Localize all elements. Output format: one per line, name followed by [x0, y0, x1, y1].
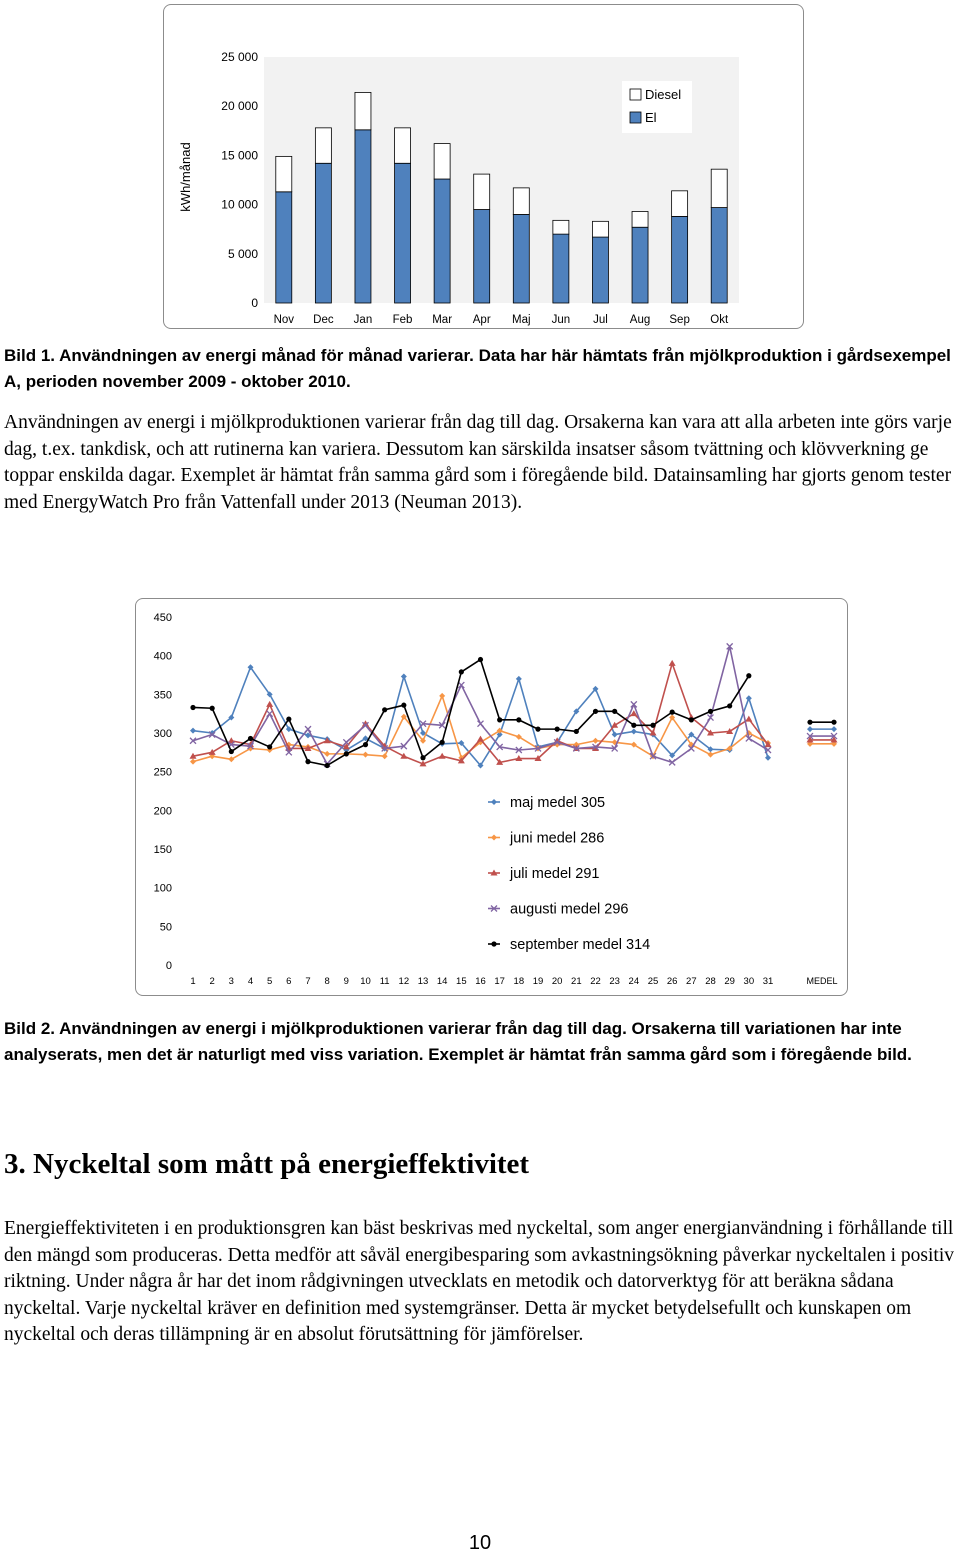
bar-el-aug — [632, 227, 648, 303]
data-point — [382, 707, 387, 712]
series-line-2 — [193, 663, 768, 764]
x-tick-label: 26 — [666, 976, 678, 987]
bar-diesel-jul — [592, 221, 608, 237]
figure2-caption: Bild 2. Användningen av energi i mjölkproduktionen varierar från dag till dag. Orsakerna till variationen har inte analyserats, men det är naturligt med viss variation. Exemplet är hämtat från samma gård som i föregående bild. — [4, 1019, 912, 1064]
data-point — [746, 673, 751, 678]
data-point — [267, 744, 272, 749]
data-point — [209, 749, 216, 755]
data-point — [516, 717, 521, 722]
y-tick-label: 5 000 — [227, 246, 258, 261]
page-number: 10 — [468, 1532, 492, 1554]
medel-point — [807, 720, 812, 725]
medel-point — [831, 726, 837, 732]
bar-diesel-jun — [553, 220, 569, 234]
data-point — [478, 721, 484, 727]
data-point — [631, 728, 637, 734]
data-point — [286, 726, 292, 732]
x-tick-label: 10 — [360, 976, 371, 987]
x-tick-label: Mar — [432, 314, 453, 326]
bar-el-nov — [276, 192, 292, 303]
x-tick-label: 16 — [475, 976, 486, 987]
bar-diesel-dec — [315, 128, 331, 163]
data-point — [401, 703, 406, 708]
x-tick-label: 13 — [417, 976, 429, 987]
x-tick-label: Apr — [472, 314, 491, 326]
figure1-caption: Bild 1. Användningen av energi månad för månad varierar. Data har här hämtats från mjölkproduktion i gårdsexempel A, perioden november 2009 - oktober 2010. — [4, 346, 951, 391]
section-paragraph: Energieffektiviteten i en produktionsgren kan bäst beskrivas med nyckeltal, som anger energianvändning i förhållande till den mängd som produceras. Detta medför att såväl energibesparing som avkastningsökning påverkar nyckeltalen i positiv riktning. Under några år har det inom rådgivningen utvecklats en metodik och datorverktyg för att beräkna sådana nyckeltal. Varje nyckeltal kräver en definition med systemgränser. Detta är mycket betydelsefullt och kunskapen om nyckeltal och deras tillämpning är en absolut förutsättning för jämförelser. — [4, 1218, 955, 1345]
data-point — [765, 755, 771, 761]
y-tick-label: 20 000 — [221, 99, 258, 114]
bar-diesel-jan — [355, 92, 371, 129]
x-tick-label: Feb — [392, 314, 413, 326]
bar-diesel-aug — [632, 211, 648, 227]
x-tick-label: MEDEL — [806, 976, 838, 986]
legend-label-el: El — [645, 110, 657, 125]
data-point — [650, 723, 655, 728]
data-point — [344, 751, 349, 756]
data-point — [382, 753, 388, 759]
data-point — [611, 722, 618, 728]
bar-diesel-apr — [474, 174, 490, 209]
x-tick-label: 6 — [286, 976, 292, 987]
legend-label-4: september medel 314 — [510, 937, 651, 953]
bar-diesel-okt — [711, 169, 727, 207]
legend-label-2: juli medel 291 — [510, 866, 600, 882]
data-point — [689, 717, 694, 722]
legend-swatch-el — [630, 112, 641, 123]
x-tick-label: Nov — [273, 314, 295, 326]
data-point — [727, 703, 732, 708]
bar-el-sep — [672, 216, 688, 303]
legend-label-diesel: Diesel — [645, 87, 682, 102]
x-tick-label: 17 — [494, 976, 505, 987]
medel-point — [807, 726, 813, 732]
bar-diesel-sep — [672, 191, 688, 217]
y-tick-label: 10 000 — [221, 197, 258, 212]
x-tick-label: 12 — [398, 976, 410, 987]
data-point — [574, 729, 579, 734]
bar-diesel-feb — [395, 128, 411, 163]
data-point — [401, 674, 407, 680]
legend-marker-1 — [491, 835, 497, 841]
y-tick-label: 15 000 — [221, 148, 258, 163]
x-tick-label: 28 — [705, 976, 716, 987]
paragraph-daily-variation: Användningen av energi i mjölkproduktionen varierar från dag till dag. Orsakerna kan vara att alla arbeten inte görs varje dag, t.ex. tankdisk, och att rutinerna kan variera. Dessutom kan särskilda insatser såsom tvättning och klövverkning ge toppar enskilda dagar. Exemplet är hämtat från samma gård som i föregående bild. Datainsamling har gjorts genom tester med EnergyWatch Pro från Vattenfall under 2013 (Neuman 2013). — [4, 412, 952, 513]
x-tick-label: 23 — [609, 976, 620, 987]
data-point — [459, 669, 464, 674]
data-point — [555, 727, 560, 732]
x-tick-label: 1 — [190, 976, 196, 987]
x-tick-label: Jul — [593, 314, 608, 326]
data-point — [746, 695, 752, 701]
x-tick-label: 18 — [513, 976, 525, 987]
bar-el-maj — [513, 214, 529, 303]
y-tick-label: 50 — [159, 921, 172, 934]
data-point — [516, 676, 522, 682]
bar-el-apr — [474, 210, 490, 303]
data-point — [478, 657, 483, 662]
data-point — [708, 752, 714, 758]
monthly-energy-chart — [163, 4, 804, 329]
x-tick-label: 30 — [743, 976, 755, 987]
bar-diesel-maj — [513, 188, 529, 215]
series-line-3 — [193, 646, 768, 764]
data-point — [458, 682, 464, 688]
x-tick-label: 2 — [209, 976, 215, 987]
data-point — [670, 710, 675, 715]
x-tick-label: 31 — [762, 976, 774, 987]
data-point — [363, 742, 368, 747]
data-point — [439, 693, 445, 699]
x-tick-label: Okt — [710, 314, 729, 326]
legend-label-3: augusti medel 296 — [510, 901, 629, 918]
x-tick-label: 14 — [436, 976, 448, 987]
bar-el-jun — [553, 234, 569, 303]
bar-el-okt — [711, 208, 727, 303]
data-point — [267, 711, 273, 717]
data-point — [305, 726, 311, 732]
data-point — [324, 751, 330, 757]
x-tick-label: 19 — [532, 976, 544, 987]
x-tick-label: 11 — [379, 976, 390, 987]
x-tick-label: 21 — [571, 976, 582, 987]
data-point — [190, 705, 195, 710]
data-point — [439, 753, 446, 759]
y-tick-label: 100 — [153, 882, 172, 895]
x-tick-label: Jan — [353, 314, 373, 326]
data-point — [305, 759, 310, 764]
x-tick-label: 5 — [267, 976, 273, 987]
y-tick-label: 400 — [153, 650, 172, 663]
data-point — [420, 755, 425, 760]
x-tick-label: 24 — [628, 976, 640, 987]
x-tick-label: 4 — [247, 976, 254, 987]
data-point — [497, 717, 502, 722]
bar-el-jul — [592, 237, 608, 303]
data-point — [708, 709, 713, 714]
medel-point — [831, 720, 836, 725]
y-tick-label: 300 — [153, 728, 172, 740]
data-point — [266, 701, 273, 707]
x-tick-label: 20 — [551, 976, 563, 987]
data-point — [190, 759, 196, 765]
daily-energy-chart-svg — [136, 599, 849, 997]
data-point — [745, 716, 752, 722]
data-point — [669, 660, 676, 666]
data-point — [593, 709, 598, 714]
y-tick-label: 200 — [153, 805, 172, 818]
legend-marker-0 — [491, 799, 497, 805]
x-tick-label: Jun — [551, 314, 571, 326]
data-point — [248, 736, 253, 741]
bar-diesel-mar — [434, 144, 450, 179]
legend-swatch-diesel — [630, 89, 641, 100]
x-tick-label: Aug — [629, 314, 651, 326]
y-tick-label: 0 — [165, 960, 172, 972]
x-tick-label: 8 — [324, 976, 330, 987]
x-tick-label: 3 — [228, 976, 234, 987]
monthly-energy-chart-svg — [164, 5, 805, 330]
bar-diesel-nov — [276, 156, 292, 191]
series-0 — [190, 664, 837, 768]
x-tick-label: 29 — [724, 976, 735, 987]
bar-el-feb — [395, 163, 411, 303]
x-tick-label: 27 — [686, 976, 697, 987]
bar-el-dec — [315, 163, 331, 303]
legend-marker-4 — [491, 941, 496, 946]
x-tick-label: 25 — [647, 976, 659, 987]
series-3 — [190, 643, 837, 767]
legend-label-1: juni medel 286 — [510, 830, 605, 847]
x-tick-label: 9 — [343, 976, 349, 987]
y-tick-label: 250 — [153, 766, 172, 779]
data-point — [325, 763, 330, 768]
data-point — [286, 716, 291, 721]
data-point — [190, 728, 196, 734]
x-tick-label: Dec — [313, 314, 334, 326]
data-point — [477, 736, 484, 742]
data-point — [440, 740, 445, 745]
data-point — [612, 732, 618, 738]
y-tick-label: 150 — [153, 844, 172, 856]
x-tick-label: Sep — [669, 314, 690, 326]
section-heading: 3. Nyckeltal som mått på energieffektivitet — [4, 1148, 530, 1180]
x-tick-label: 7 — [305, 976, 311, 987]
data-point — [535, 727, 540, 732]
series-line-1 — [193, 696, 768, 762]
y-tick-label: 450 — [153, 612, 172, 624]
legend-label-0: maj medel 305 — [510, 795, 606, 811]
data-point — [363, 752, 369, 758]
y-tick-label: 350 — [153, 689, 172, 702]
y-tick-label: 25 000 — [221, 50, 258, 64]
data-point — [612, 709, 617, 714]
bar-el-mar — [434, 179, 450, 303]
y-tick-label: 0 — [251, 296, 258, 310]
bar-el-jan — [355, 130, 371, 303]
data-point — [631, 723, 636, 728]
x-tick-label: 15 — [456, 976, 467, 987]
x-tick-label: Maj — [512, 314, 531, 326]
data-point — [229, 749, 234, 754]
data-point — [593, 738, 599, 744]
x-tick-label: 22 — [590, 976, 601, 987]
data-point — [210, 706, 215, 711]
daily-energy-chart — [135, 598, 848, 996]
y-axis-label: kWh/månad — [178, 142, 193, 212]
